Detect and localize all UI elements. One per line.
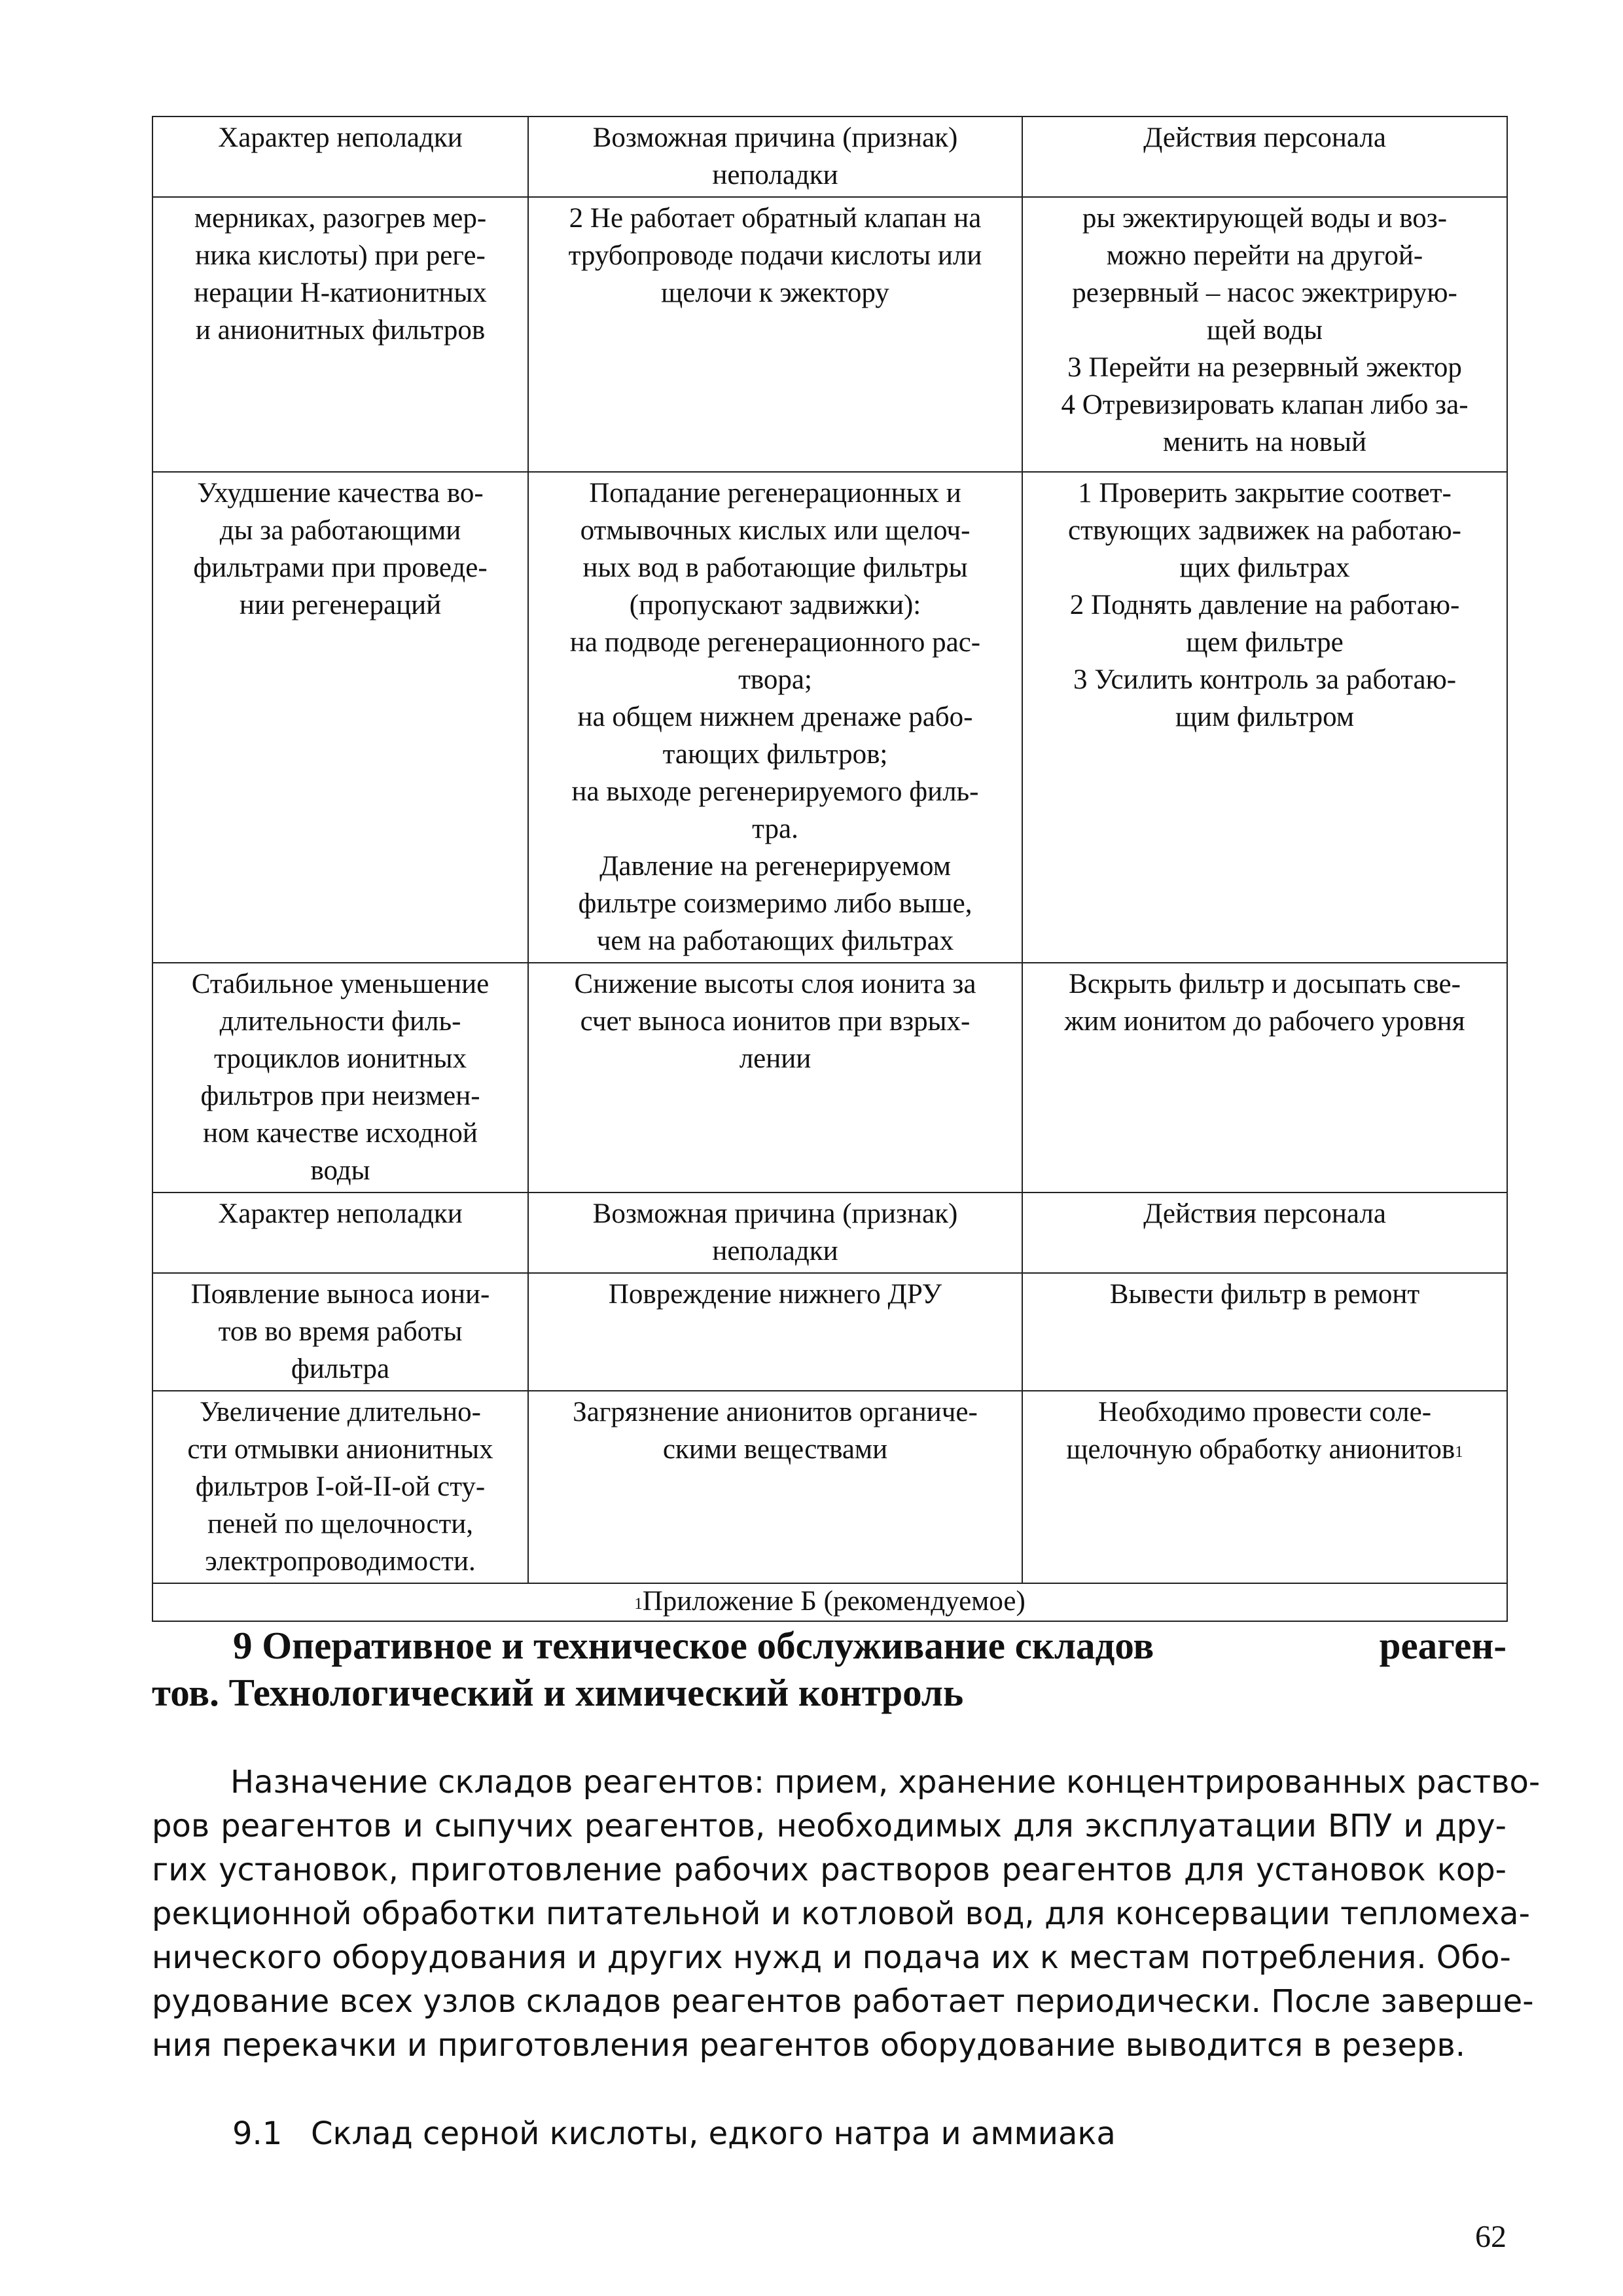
- header-cell-fault: Характер неполадки: [152, 117, 528, 197]
- table-row: [152, 963, 1507, 1193]
- cell-line: воды: [310, 1155, 370, 1186]
- cause-cell: [528, 472, 1022, 963]
- cell-line: ника кислоты) при реге-: [195, 240, 486, 271]
- cell-line: тра.: [752, 814, 798, 844]
- cause-cell: [528, 963, 1022, 1193]
- footnote-reference: 1: [1455, 1443, 1463, 1461]
- cell-line: на общем нижнем дренаже рабо-: [577, 702, 973, 732]
- table-row: [152, 1273, 1507, 1391]
- fault-cell: [152, 197, 528, 472]
- cell-line: длительности филь-: [219, 1006, 461, 1037]
- cell-line: Давление на регенерируемом: [599, 851, 951, 882]
- table-row: [152, 472, 1507, 963]
- actions-cell: [1022, 1273, 1507, 1391]
- subsection-heading: [232, 2112, 1116, 2156]
- cell-line: тов во время работы: [218, 1316, 463, 1347]
- table-header-row: [152, 117, 1507, 197]
- cell-line: фильтров при неизмен-: [200, 1081, 480, 1111]
- cell-line: 1 Проверить закрытие соответ-: [1078, 478, 1452, 509]
- cell-line: сти отмывки анионитных: [187, 1434, 493, 1465]
- troubleshooting-table: [152, 116, 1508, 1622]
- body-paragraph: [152, 1761, 1541, 2068]
- table-row: [152, 1391, 1507, 1583]
- actions-cell: [1022, 1391, 1507, 1583]
- footnote-cell: [152, 1583, 1507, 1621]
- cell-line: Увеличение длительно-: [200, 1397, 481, 1427]
- cell-line: и анионитных фильтров: [195, 315, 486, 346]
- fault-cell: [152, 1193, 528, 1273]
- cell-line: на выходе регенерируемого филь-: [571, 776, 979, 807]
- cell-line: щей воды: [1207, 315, 1323, 346]
- cell-line: троциклов ионитных: [214, 1043, 467, 1074]
- cell-line: менить на новый: [1162, 427, 1367, 457]
- paragraph-line: нического оборудования и других нужд и подача их к местам потребления. Обо-: [152, 1939, 1511, 1976]
- cell-line: Снижение высоты слоя ионита за: [574, 969, 976, 999]
- cell-line: тающих фильтров;: [662, 739, 888, 770]
- cell-line: щелочи к эжектору: [661, 278, 889, 308]
- cell-line-text: щелочную обработку анионитов: [1066, 1434, 1455, 1465]
- actions-cell: [1022, 1193, 1507, 1273]
- cell-line: фильтрами при проведе-: [193, 552, 488, 583]
- footnote-row: [152, 1583, 1507, 1621]
- paragraph-line: гих установок, приготовление рабочих растворов реагентов для установок кор-: [152, 1852, 1507, 1888]
- cell-line: фильтра: [291, 1354, 390, 1384]
- cell-line: Характер неполадки: [218, 1198, 463, 1229]
- cell-line: мерниках, разогрев мер-: [194, 203, 487, 234]
- cell-line: Необходимо провести соле-: [1097, 1397, 1432, 1427]
- cause-cell: [528, 1273, 1022, 1391]
- cell-line: фильтров I-ой-II-ой сту-: [195, 1471, 486, 1502]
- cell-line: ры эжектирующей воды и воз-: [1082, 203, 1448, 234]
- page-number: 62: [1475, 2219, 1507, 2254]
- cell-line: щих фильтрах: [1179, 552, 1350, 583]
- cell-line: скими веществами: [662, 1434, 888, 1465]
- cell-line: Загрязнение анионитов органиче-: [573, 1397, 978, 1427]
- paragraph-line: Назначение складов реагентов: прием, хранение концентрированных раство-: [230, 1764, 1541, 1801]
- actions-cell: [1022, 197, 1507, 472]
- paragraph-line: ния перекачки и приготовления реагентов оборудование выводится в резерв.: [152, 2027, 1466, 2064]
- cell-line: электропроводимости.: [205, 1546, 476, 1577]
- cell-line: Повреждение нижнего ДРУ: [608, 1279, 942, 1310]
- header-cell-cause: Возможная причина (признак) неполадки: [528, 117, 1022, 197]
- cell-line: на подводе регенерационного рас-: [569, 627, 981, 658]
- cell-line: 2 Не работает обратный клапан на: [569, 203, 982, 234]
- cell-line: жим ионитом до рабочего уровня: [1064, 1006, 1465, 1037]
- table-body: [152, 117, 1507, 1583]
- footnote-text: Приложение Б (рекомендуемое): [642, 1586, 1026, 1617]
- cell-line: Ухудшение качества во-: [197, 478, 484, 509]
- cell-line: неполадки: [712, 1236, 838, 1266]
- cell-line: пеней по щелочности,: [207, 1509, 474, 1539]
- cell-line: Попадание регенерационных и: [589, 478, 961, 509]
- cell-line: отмывочных кислых или щелоч-: [580, 515, 971, 546]
- cell-line: резервный – насос эжектрирую-: [1072, 278, 1457, 308]
- fault-cell: [152, 1391, 528, 1583]
- subsection-number: 9.1: [232, 2115, 283, 2152]
- cell-line: [1027, 1431, 1503, 1468]
- table-row: [152, 1193, 1507, 1273]
- paragraph-line: рудование всех узлов складов реагентов работает периодически. После заверше-: [152, 1983, 1534, 2020]
- cell-line: нии регенераций: [239, 590, 442, 620]
- cell-line: Стабильное уменьшение: [191, 969, 490, 999]
- cell-line: ды за работающими: [219, 515, 461, 546]
- fault-cell: [152, 472, 528, 963]
- cell-line: Возможная причина (признак): [592, 1198, 958, 1229]
- cell-line: ном качестве исходной: [203, 1118, 478, 1149]
- cell-line: Вскрыть фильтр и досыпать све-: [1069, 969, 1461, 999]
- cell-line: (пропускают задвижки):: [629, 590, 921, 620]
- actions-cell: [1022, 472, 1507, 963]
- cell-line: трубопроводе подачи кислоты или: [568, 240, 982, 271]
- cell-line: Появление выноса иони-: [190, 1279, 490, 1310]
- cause-cell: [528, 1391, 1022, 1583]
- header-cell-actions: Действия персонала: [1022, 117, 1507, 197]
- fault-cell: [152, 1273, 528, 1391]
- cell-line: можно перейти на другой-: [1106, 240, 1423, 271]
- subsection-title: Склад серной кислоты, едкого натра и аммиака: [311, 2115, 1116, 2152]
- section-heading: [152, 1622, 1507, 1716]
- cell-line: Вывести фильтр в ремонт: [1109, 1279, 1420, 1310]
- cell-line: ствующих задвижек на работаю-: [1068, 515, 1461, 546]
- heading-line-2: тов. Технологический и химический контроль: [152, 1671, 964, 1714]
- cell-line: фильтре соизмеримо либо выше,: [578, 888, 972, 919]
- actions-cell: [1022, 963, 1507, 1193]
- cell-line: 4 Отревизировать клапан либо за-: [1061, 389, 1469, 420]
- cause-cell: [528, 197, 1022, 472]
- cause-cell: [528, 1193, 1022, 1273]
- cell-line: нерации Н-катионитных: [194, 278, 487, 308]
- cell-line: твора;: [738, 664, 812, 695]
- cell-line: 2 Поднять давление на работаю-: [1069, 590, 1460, 620]
- cell-line: щим фильтром: [1175, 702, 1355, 732]
- fault-cell: [152, 963, 528, 1193]
- table-row: [152, 197, 1507, 472]
- cell-line: 3 Усилить контроль за работаю-: [1073, 664, 1457, 695]
- cell-line: чем на работающих фильтрах: [596, 925, 954, 956]
- cell-line: лении: [739, 1043, 812, 1074]
- paragraph-line: рекционной обработки питательной и котловой вод, для консервации тепломеха-: [152, 1895, 1530, 1932]
- footnote-mark: 1: [634, 1595, 643, 1613]
- heading-line-1: 9 Оперативное и техническое обслуживание складов реаген-: [233, 1624, 1507, 1667]
- cell-line: ных вод в работающие фильтры: [582, 552, 968, 583]
- cell-line: счет выноса ионитов при взрых-: [580, 1006, 971, 1037]
- cell-line: 3 Перейти на резервный эжектор: [1067, 352, 1462, 383]
- cell-line: щем фильтре: [1186, 627, 1344, 658]
- cell-line: Действия персонала: [1143, 1198, 1386, 1229]
- paragraph-line: ров реагентов и сыпучих реагентов, необходимых для эксплуатации ВПУ и дру-: [152, 1808, 1507, 1844]
